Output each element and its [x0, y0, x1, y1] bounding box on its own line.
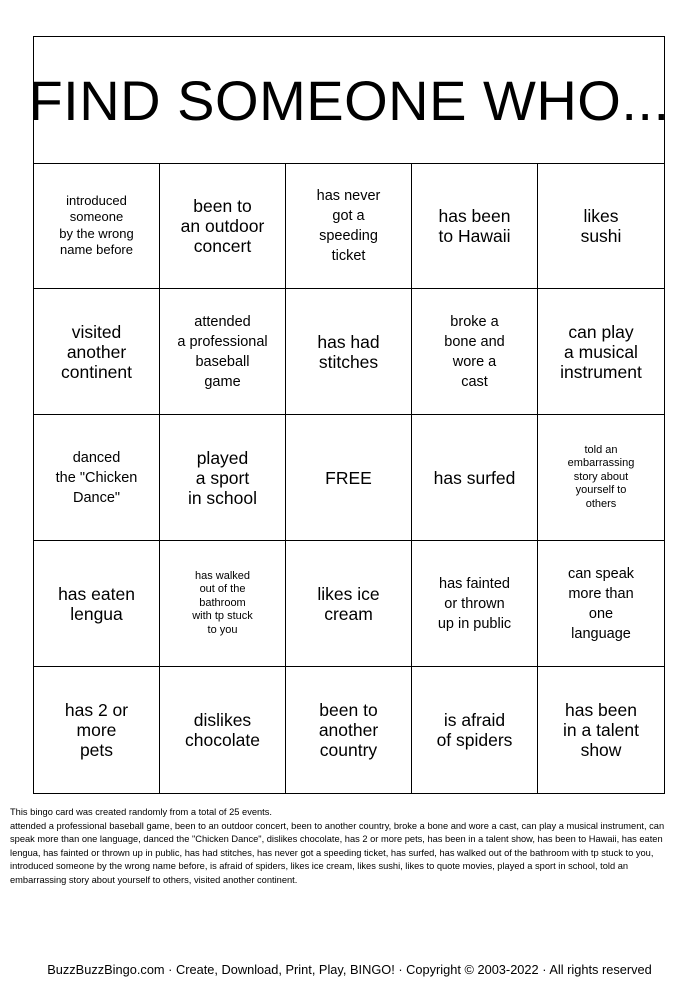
- bingo-cell-text: visited another continent: [60, 321, 133, 382]
- bingo-cell-text: told an embarrassing story about yourself to others: [567, 443, 635, 510]
- bingo-cell: [538, 541, 664, 667]
- bingo-cell: [160, 289, 286, 415]
- bingo-cell: [34, 163, 160, 289]
- bingo-cell-text: has walked out of the bathroom with tp stuck to you: [192, 569, 253, 636]
- bingo-cell-text: likes sushi: [580, 205, 622, 246]
- footnote-intro: This bingo card was created randomly from a total of 25 events.: [10, 807, 272, 817]
- bingo-cell: [286, 541, 412, 667]
- bingo-cell: [538, 667, 664, 793]
- bingo-cell-text: can play a musical instrument: [560, 321, 642, 382]
- bingo-cell: [160, 163, 286, 289]
- bingo-cell-text: has fainted or thrown up in public: [437, 575, 512, 632]
- footnote: [10, 806, 680, 887]
- bingo-cell-text: FREE: [325, 467, 372, 488]
- bingo-cell-text: been to an outdoor concert: [180, 195, 265, 256]
- bingo-cell-text: is afraid of spiders: [436, 710, 513, 750]
- bingo-cell-text: has been to Hawaii: [438, 205, 511, 246]
- bingo-cell: [160, 541, 286, 667]
- bingo-cell: [538, 415, 664, 541]
- bingo-cell: [286, 289, 412, 415]
- bingo-card: [28, 36, 670, 794]
- bingo-cell-text: attended a professional baseball game: [177, 313, 268, 390]
- bingo-cell: [34, 289, 160, 415]
- bingo-cell: [34, 541, 160, 667]
- bingo-cell-text: broke a bone and wore a cast: [444, 313, 505, 390]
- bingo-cell-text: likes ice cream: [317, 583, 380, 624]
- bingo-cell-text: has been in a talent show: [563, 700, 639, 760]
- bingo-grid: [34, 163, 664, 793]
- bingo-cell: [160, 415, 286, 541]
- bingo-cell-text: has surfed: [433, 467, 516, 488]
- bingo-cell-text: has 2 or more pets: [64, 700, 129, 760]
- bingo-cell-text: has eaten lengua: [58, 583, 135, 624]
- bingo-cell-text: introduced someone by the wrong name before: [59, 192, 134, 257]
- card-title: FIND SOMEONE WHO...: [34, 37, 664, 164]
- bingo-cell: [412, 667, 538, 793]
- footnote-events: attended a professional baseball game, been to an outdoor concert, been to another country, broke a bone and wore a cast, can play a musical instrument, can speak more than one language, danced the "Chicken Dance", dislikes chocolate, has 2 or more pets, has been in a talent show, has been to Hawaii, has eaten lengua, has fainted or thrown up in public, has had stitches, has never got a speeding ticket, has surfed, has walked out of the bathroom with tp stuck to you, introduced someone by the wrong name before, is afraid of spiders, likes ice cream, likes sushi, likes to quote movies, played a sport in school, told an embarrassing story about yourself to others, visited another continent.: [10, 820, 665, 885]
- bingo-cell-text: played a sport in school: [187, 447, 258, 508]
- bingo-cell: [286, 415, 412, 541]
- bingo-cell: [286, 667, 412, 793]
- bingo-cell: [412, 541, 538, 667]
- bingo-cell-text: can speak more than one language: [567, 565, 635, 642]
- bingo-cell: [34, 415, 160, 541]
- bingo-cell-text: dislikes chocolate: [185, 710, 260, 750]
- bingo-cell: [412, 163, 538, 289]
- bingo-cell-text: been to another country: [318, 700, 379, 760]
- bingo-cell: [34, 667, 160, 793]
- bingo-cell: [412, 415, 538, 541]
- bingo-cell: [538, 289, 664, 415]
- bingo-cell: [160, 667, 286, 793]
- bingo-cell: [286, 163, 412, 289]
- bingo-cell: [412, 289, 538, 415]
- bingo-cell-text: danced the "Chicken Dance": [55, 449, 138, 506]
- bingo-cell: [538, 163, 664, 289]
- bingo-cell-text: has had stitches: [317, 331, 380, 372]
- page-footer: BuzzBuzzBingo.com · Create, Download, Print, Play, BINGO! · Copyright © 2003-2022 · All rights reserved: [47, 962, 652, 977]
- bingo-cell-text: has never got a speeding ticket: [316, 187, 381, 264]
